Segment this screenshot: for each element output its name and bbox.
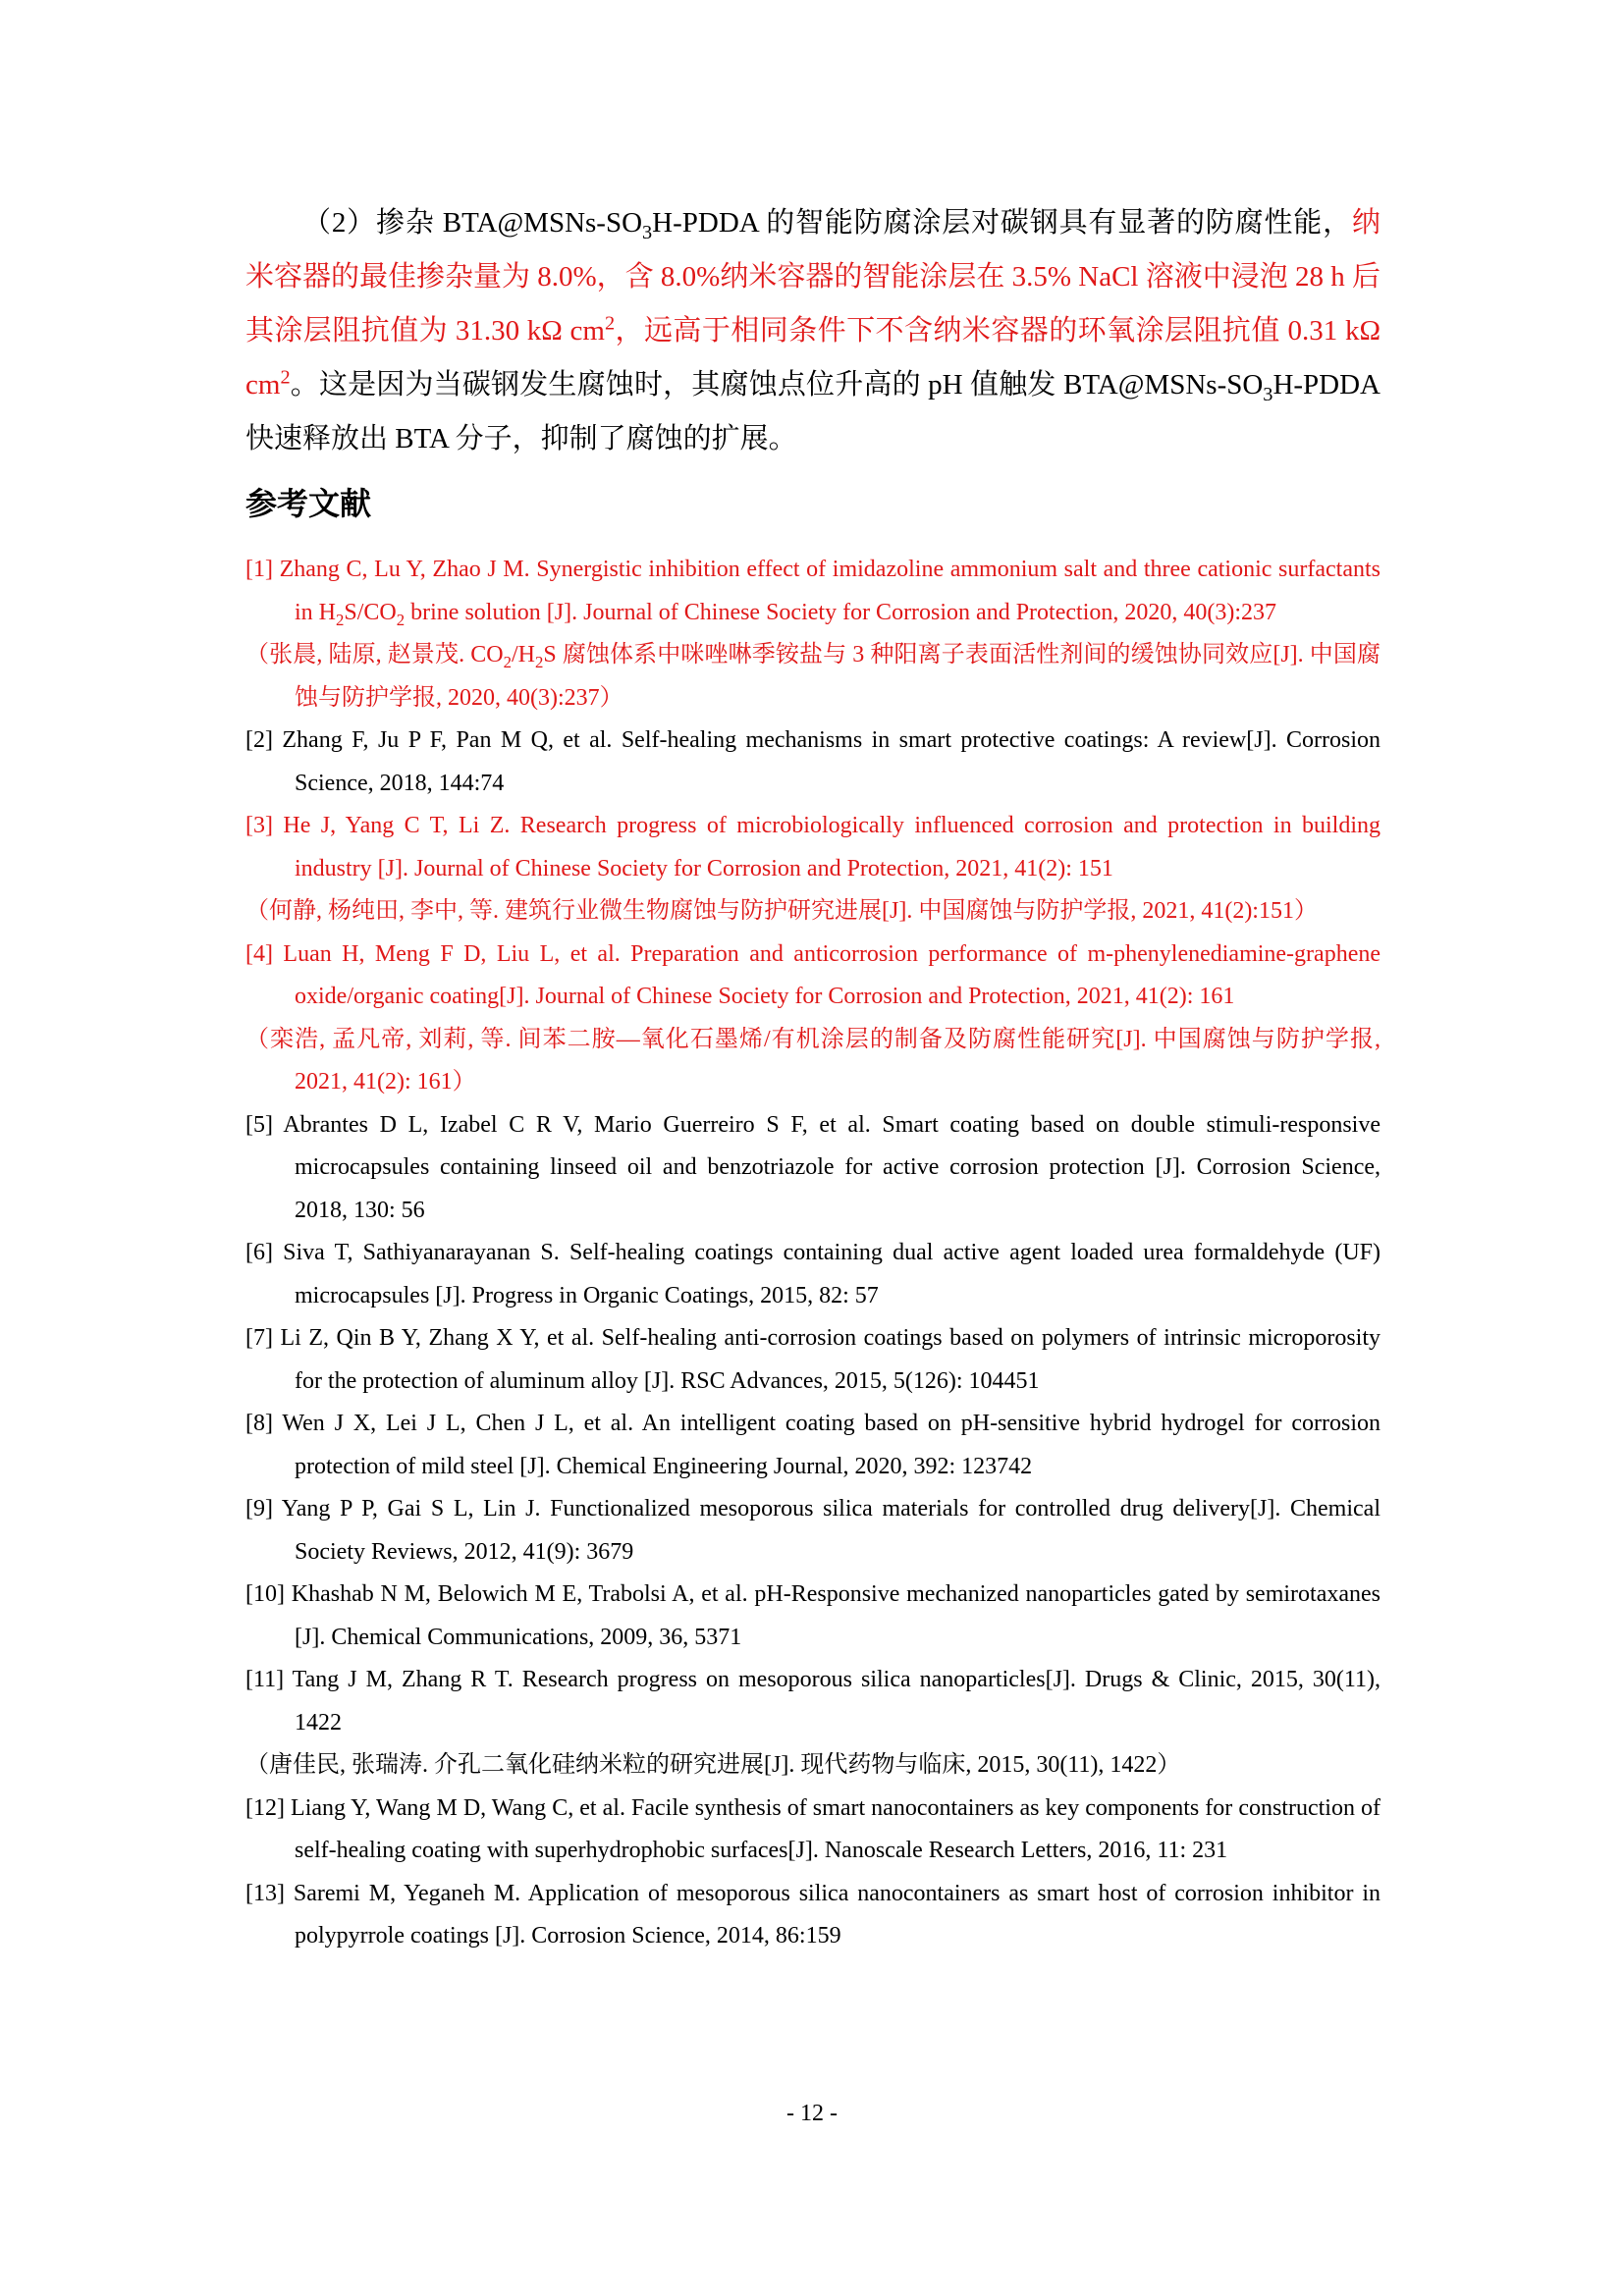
reference-2: [2] Zhang F, Ju P F, Pan M Q, et al. Self-healing mechanisms in smart protective coatings: A review[J]. Corrosion Science, 2018, 144:74 [245, 727, 1380, 796]
references-heading: 参考文献 [245, 485, 372, 522]
reference-11: [11] Tang J M, Zhang R T. Research progress on mesoporous silica nanoparticles[J]. Drugs & Clinic, 2015, 30(11), 1422 [245, 1667, 1380, 1735]
conclusion-paragraph [245, 196, 1380, 466]
subscript: 3 [1263, 383, 1273, 405]
ref-text: brine solution [J]. Journal of Chinese Society for Corrosion and Protection, 2020, 40(3):237 [405, 599, 1277, 625]
text-run: H-PDDA 的智能防腐涂层对碳钢具有显著的防腐性能， [652, 207, 1352, 239]
reference-1-chinese [245, 634, 1380, 720]
reference-10: [10] Khashab N M, Belowich M E, Trabolsi A, et al. pH-Responsive mechanized nanoparticles gated by semirotaxanes [J]. Chemical Communications, 2009, 36, 5371 [245, 1581, 1380, 1650]
subscript: 2 [336, 610, 345, 629]
text-run: H-PDDA 快速释放出 BTA 分子，抑制了腐蚀的扩展。 [245, 369, 1380, 454]
subscript: 2 [503, 652, 512, 671]
subscript: 2 [534, 652, 544, 671]
reference-13: [13] Saremi M, Yeganeh M. Application of mesoporous silica nanocontainers as smart host of corrosion inhibitor in polypyrrole coatings [J]. Corrosion Science, 2014, 86:159 [245, 1880, 1380, 1949]
highlighted-text: ，远高于相同条件下不含纳米容器的环氧涂层阻抗值 0.31 kΩ cm [245, 315, 1380, 400]
reference-4-chinese: （栾浩, 孟凡帝, 刘莉, 等. 间苯二胺—氧化石墨烯/有机涂层的制备及防腐性能研究[J]. 中国腐蚀与防护学报, 2021, 41(2): 161） [245, 1026, 1380, 1095]
page-content [245, 196, 1380, 1958]
reference-8: [8] Wen J X, Lei J L, Chen J L, et al. An intelligent coating based on pH-sensitive hybrid hydrogel for corrosion protection of mild steel [J]. Chemical Engineering Journal, 2020, 392: 123742 [245, 1411, 1380, 1479]
reference-12: [12] Liang Y, Wang M D, Wang C, et al. Facile synthesis of smart nanocontainers as key components for construction of self-healing coating with superhydrophobic surfaces[J]. Nanoscale Research Letters, 2016, 11: 231 [245, 1794, 1380, 1863]
text-run: 。这是因为当碳钢发生腐蚀时，其腐蚀点位升高的 pH 值触发 BTA@MSNs-SO [290, 369, 1264, 400]
reference-7: [7] Li Z, Qin B Y, Zhang X Y, et al. Self-healing anti-corrosion coatings based on polymers of intrinsic microporosity for the protection of aluminum alloy [J]. RSC Advances, 2015, 5(126): 104451 [245, 1325, 1380, 1394]
ref-text: [1] Zhang C, Lu Y, Zhao J M. Synergistic inhibition effect of imidazoline ammonium salt and three cationic surfactants in H [245, 557, 1380, 625]
text-run: （2）掺杂 BTA@MSNs-SO [302, 207, 643, 239]
reference-5: [5] Abrantes D L, Izabel C R V, Mario Guerreiro S F, et al. Smart coating based on double stimuli-responsive microcapsules containing linseed oil and benzotriazole for active corrosion protection [J]. Corrosion Science, 2018, 130: 56 [245, 1111, 1380, 1223]
ref-text: （张晨, 陆原, 赵景茂. CO [245, 642, 504, 667]
page-number: - 12 - [786, 2101, 838, 2126]
superscript: 2 [280, 366, 291, 389]
reference-3: [3] He J, Yang C T, Li Z. Research progress of microbiologically influenced corrosion and protection in building industry [J]. Journal of Chinese Society for Corrosion and Protection, 2021, 41(2): 151 [245, 813, 1380, 881]
ref-text: S 腐蚀体系中咪唑啉季铵盐与 3 种阳离子表面活性剂间的缓蚀协同效应[J]. 中国腐蚀与防护学报, 2020, 40(3):237） [295, 642, 1381, 711]
subscript: 3 [642, 221, 653, 243]
reference-1 [245, 549, 1380, 634]
ref-text: S/CO [344, 599, 397, 625]
reference-3-chinese: （何静, 杨纯田, 李中, 等. 建筑行业微生物腐蚀与防护研究进展[J]. 中国腐蚀与防护学报, 2021, 41(2):151） [245, 898, 1318, 924]
subscript: 2 [396, 610, 406, 629]
superscript: 2 [604, 312, 616, 335]
reference-6: [6] Siva T, Sathiyanarayanan S. Self-healing coatings containing dual active agent loaded urea formaldehyde (UF) microcapsules [J]. Progress in Organic Coatings, 2015, 82: 57 [245, 1240, 1380, 1308]
reference-11-chinese: （唐佳民, 张瑞涛. 介孔二氧化硅纳米粒的研究进展[J]. 现代药物与临床, 2015, 30(11), 1422） [245, 1752, 1181, 1778]
ref-text: /H [511, 642, 535, 667]
reference-list [245, 549, 1380, 1958]
reference-9: [9] Yang P P, Gai S L, Lin J. Functionalized mesoporous silica materials for controlled drug delivery[J]. Chemical Society Reviews, 2012, 41(9): 3679 [245, 1496, 1380, 1565]
highlighted-text: 纳米容器的最佳掺杂量为 8.0%，含 8.0%纳米容器的智能涂层在 3.5% NaCl 溶液中浸泡 28 h 后其涂层阻抗值为 31.30 kΩ cm [245, 207, 1380, 347]
reference-4: [4] Luan H, Meng F D, Liu L, et al. Preparation and anticorrosion performance of m-phenylenediamine-graphene oxide/organic coating[J]. Journal of Chinese Society for Corrosion and Protection, 2021, 41(2): 161 [245, 940, 1380, 1009]
